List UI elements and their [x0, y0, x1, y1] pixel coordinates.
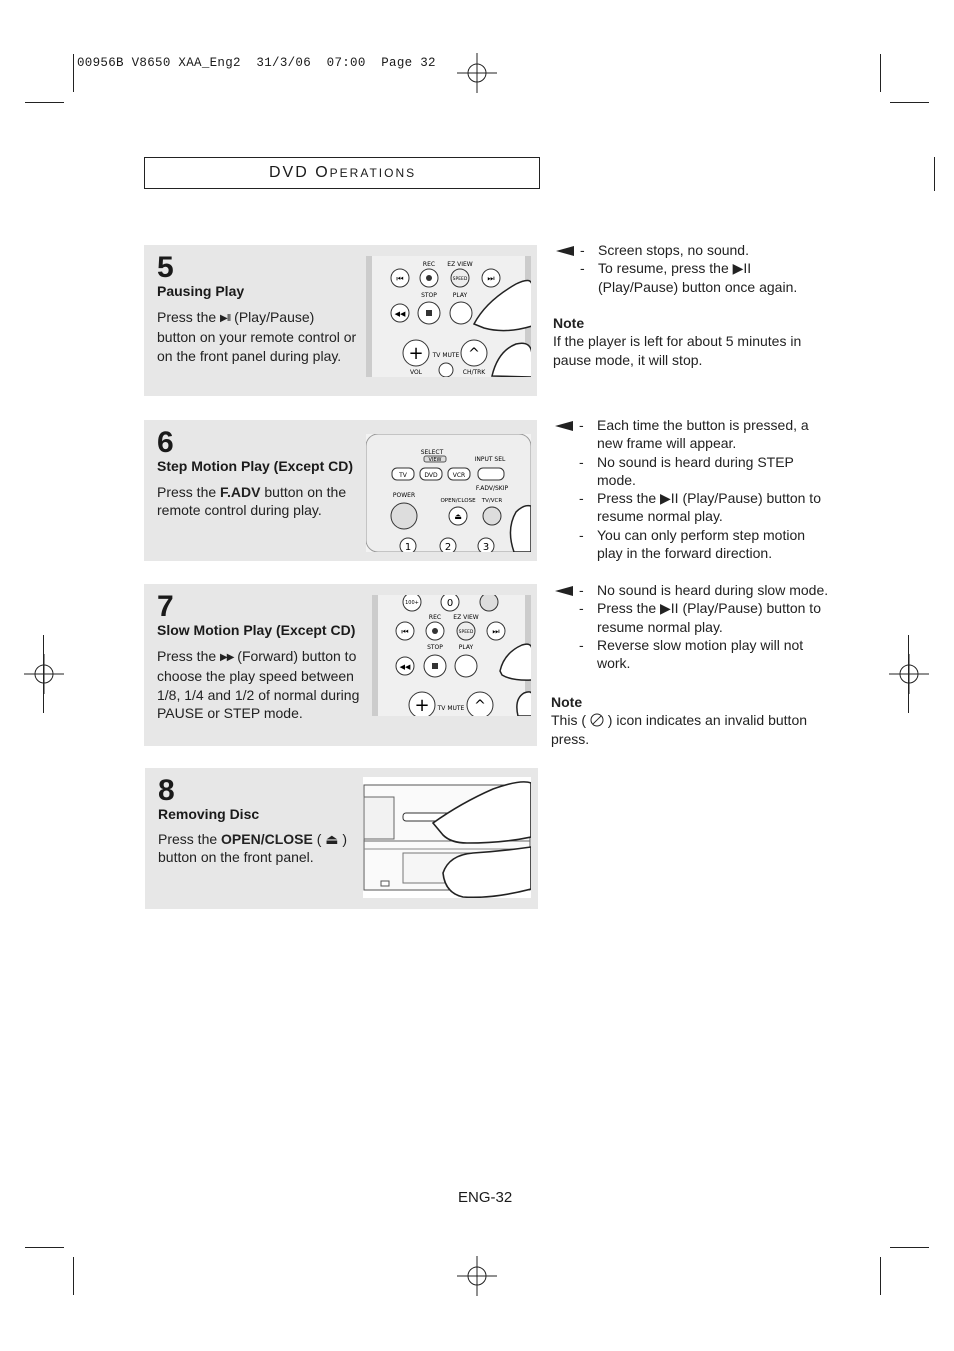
step-number: 7 — [157, 590, 174, 623]
svg-text:0: 0 — [446, 598, 454, 609]
crop-mark — [25, 102, 64, 103]
svg-text:VCR: VCR — [452, 472, 466, 479]
crop-mark — [880, 54, 881, 92]
svg-text:TV MUTE: TV MUTE — [437, 705, 465, 712]
list-item: - Reverse slow motion play will not work. — [579, 636, 804, 672]
step-8-panel — [145, 768, 538, 909]
step-body: Press the ▶▶ (Forward) button to choose the play speed between 1/8, 1/4 and 1/2 of normal during PAUSE or STEP mode. — [157, 648, 360, 721]
step-number: 5 — [157, 251, 174, 284]
forward-icon: ▶▶ — [220, 652, 234, 663]
svg-text:3: 3 — [482, 542, 490, 552]
step-title: Removing Disc — [158, 806, 260, 822]
svg-text:INPUT SEL: INPUT SEL — [474, 456, 506, 463]
svg-text:EZ VIEW: EZ VIEW — [453, 614, 479, 621]
step-body: Press the ▶II (Play/Pause) button on your remote control or on the front panel during play. — [157, 309, 357, 364]
svg-text:+: + — [408, 343, 424, 364]
step-7-notes — [579, 581, 839, 672]
note-body: This ( ) icon indicates an invalid button press. — [551, 712, 808, 747]
svg-text:VOL: VOL — [409, 369, 423, 376]
printer-slug: 00956B V8650 XAA_Eng2 31/3/06 07:00 Page 32 — [77, 56, 436, 70]
svg-text:⏭: ⏭ — [487, 274, 495, 283]
arrow-left-icon — [556, 246, 574, 256]
svg-text:TV: TV — [399, 472, 407, 479]
svg-text:+: + — [414, 695, 430, 716]
step-5-note — [553, 314, 818, 369]
crop-mark — [73, 1257, 74, 1295]
step-title: Step Motion Play (Except CD) — [157, 458, 354, 474]
eject-icon: ( ⏏ ) — [316, 831, 348, 847]
svg-text:PLAY: PLAY — [458, 644, 474, 651]
svg-text:F.ADV/SKIP: F.ADV/SKIP — [475, 485, 509, 492]
note-title: Note — [553, 315, 585, 331]
step-body: Press the OPEN/CLOSE ( ⏏ ) button on the front panel. — [158, 831, 348, 866]
crop-mark — [25, 1247, 64, 1248]
list-item: - No sound is heard during slow mode. — [579, 582, 829, 598]
step-7-note — [551, 693, 821, 748]
svg-text:^: ^ — [474, 698, 486, 714]
svg-text:PLAY: PLAY — [452, 292, 468, 299]
crop-mark — [43, 635, 44, 713]
svg-text:DVD: DVD — [424, 472, 438, 479]
crop-mark — [908, 635, 909, 713]
step-6-panel — [144, 420, 537, 561]
front-panel-eject-illustration — [363, 777, 531, 898]
section-header — [144, 157, 540, 189]
invalid-icon — [590, 713, 604, 727]
svg-text:STOP: STOP — [421, 292, 437, 299]
svg-text:^: ^ — [468, 346, 480, 362]
remote-fadv-illustration — [366, 434, 531, 552]
arrow-left-icon — [555, 421, 573, 431]
registration-mark-icon — [889, 654, 929, 694]
remote-pause-illustration — [366, 256, 531, 377]
step-body: Press the F.ADV button on the remote control during play. — [157, 484, 347, 519]
step-number: 8 — [158, 774, 175, 807]
svg-text:EZ VIEW: EZ VIEW — [447, 261, 473, 268]
step-title: Slow Motion Play (Except CD) — [157, 622, 356, 638]
arrow-left-icon — [555, 586, 573, 596]
svg-text:POWER: POWER — [392, 492, 416, 499]
list-item: - No sound is heard during STEP mode. — [579, 453, 794, 488]
svg-text:CH/TRK: CH/TRK — [462, 369, 486, 376]
step-6-notes — [579, 416, 834, 562]
registration-mark-icon — [24, 654, 64, 694]
svg-text:⏮: ⏮ — [401, 627, 409, 636]
svg-text:REC: REC — [422, 261, 436, 268]
svg-text:VIEW: VIEW — [428, 457, 442, 463]
section-title-first: DVD O — [269, 164, 330, 181]
section-title — [269, 164, 416, 182]
list-item: - Press the ▶II (Play/Pause) button to resume normal play. — [579, 600, 821, 635]
note-body: If the player is left for about 5 minutes in pause mode, it will stop. — [553, 333, 802, 368]
svg-text:◀◀: ◀◀ — [399, 663, 411, 671]
list-item: - Press the ▶II (Play/Pause) button to resume normal play. — [579, 490, 821, 525]
svg-text:⏏: ⏏ — [454, 512, 462, 521]
svg-text:⏮: ⏮ — [396, 274, 404, 283]
crop-mark — [934, 157, 935, 191]
svg-text:SPEED: SPEED — [458, 630, 474, 635]
page-number: ENG-32 — [458, 1189, 513, 1206]
play-pause-icon: ▶II — [220, 313, 231, 324]
list-item: - To resume, press the ▶II (Play/Pause) button once again. — [580, 260, 798, 295]
registration-mark-icon — [457, 53, 497, 93]
svg-text:STOP: STOP — [427, 644, 443, 651]
svg-text:OPEN/CLOSE: OPEN/CLOSE — [440, 498, 476, 504]
remote-forward-illustration — [372, 595, 531, 716]
svg-text:1: 1 — [404, 542, 412, 552]
svg-text:TV/VCR: TV/VCR — [481, 498, 503, 504]
list-item: - Each time the button is pressed, a new frame will appear. — [579, 417, 809, 452]
crop-mark — [880, 1257, 881, 1295]
list-item: - Screen stops, no sound. — [580, 242, 749, 258]
svg-text:SPEED: SPEED — [452, 277, 468, 282]
svg-text:SELECT: SELECT — [420, 449, 444, 456]
svg-text:REC: REC — [428, 614, 442, 621]
svg-text:100+: 100+ — [405, 600, 419, 606]
svg-text:2: 2 — [444, 542, 452, 552]
note-title: Note — [551, 694, 583, 710]
step-5-notes — [580, 241, 830, 296]
svg-text:TV MUTE: TV MUTE — [432, 352, 460, 359]
section-title-rest: PERATIONS — [329, 166, 417, 180]
crop-mark — [73, 54, 74, 92]
crop-mark — [890, 1247, 929, 1248]
registration-mark-icon — [457, 1256, 497, 1296]
svg-text:◀◀: ◀◀ — [394, 310, 406, 318]
step-7-panel — [144, 584, 537, 746]
list-item: - You can only perform step motion play in the forward direction. — [579, 526, 806, 562]
step-5-panel — [144, 245, 537, 396]
svg-text:⏭: ⏭ — [492, 627, 500, 636]
step-title: Pausing Play — [157, 283, 245, 299]
step-number: 6 — [157, 426, 174, 459]
crop-mark — [890, 102, 929, 103]
